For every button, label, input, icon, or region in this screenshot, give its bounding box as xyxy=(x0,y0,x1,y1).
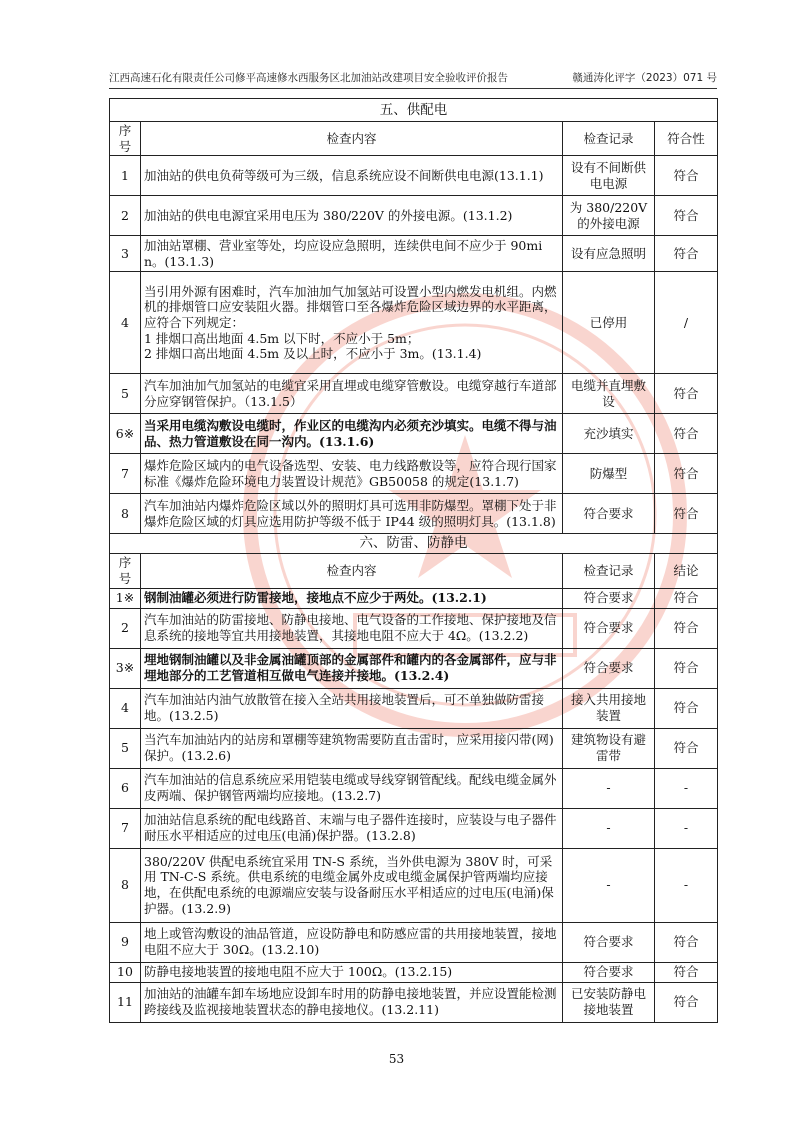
table-row xyxy=(110,374,718,414)
row-number: 7 xyxy=(110,808,141,848)
compliance-result: 符合 xyxy=(655,648,718,688)
row-number: 8 xyxy=(110,848,141,922)
compliance-result: 符合 xyxy=(655,588,718,608)
check-record: 已停用 xyxy=(563,272,655,374)
row-number: 1※ xyxy=(110,588,141,608)
row-number: 6 xyxy=(110,768,141,808)
check-record: 设有不间断供电电源 xyxy=(563,156,655,196)
check-content: 防静电接地装置的接地电阻不应大于 100Ω。(13.2.15) xyxy=(141,962,563,982)
check-record: 符合要求 xyxy=(563,922,655,962)
check-record: 已安装防静电接地装置 xyxy=(563,982,655,1022)
column-header: 检查记录 xyxy=(563,122,655,156)
check-content: 汽车加油站内油气放散管在接入全站共用接地装置后，可不单独做防雷接地。(13.2.5) xyxy=(141,688,563,728)
check-content: 埋地钢制油罐以及非金属油罐顶部的金属部件和罐内的各金属部件，应与非埋地部分的工艺管道相互做电气连接并接地。(13.2.4) xyxy=(141,648,563,688)
row-number: 1 xyxy=(110,156,141,196)
compliance-result: 符合 xyxy=(655,236,718,272)
check-record: 符合要求 xyxy=(563,962,655,982)
compliance-result: 符合 xyxy=(655,156,718,196)
check-content: 当采用电缆沟敷设电缆时，作业区的电缆沟内必须充沙填实。电缆不得与油品、热力管道敷设在同一沟内。(13.1.6) xyxy=(141,414,563,454)
row-number: 10 xyxy=(110,962,141,982)
running-header xyxy=(109,70,717,86)
row-number: 5 xyxy=(110,374,141,414)
check-content: 加油站的供电电源宜采用电压为 380/220V 的外接电源。(13.1.2) xyxy=(141,196,563,236)
check-record: 设有应急照明 xyxy=(563,236,655,272)
compliance-result: 符合 xyxy=(655,728,718,768)
column-header: 序号 xyxy=(110,554,141,588)
table-row xyxy=(110,494,718,534)
row-number: 11 xyxy=(110,982,141,1022)
check-content: 加油站的供电负荷等级可为三级，信息系统应设不间断供电电源(13.1.1) xyxy=(141,156,563,196)
check-record: 充沙填实 xyxy=(563,414,655,454)
compliance-result: 符合 xyxy=(655,962,718,982)
row-number: 2 xyxy=(110,608,141,648)
column-header: 结论 xyxy=(655,554,718,588)
column-header-row xyxy=(110,554,718,588)
check-content: 当引用外源有困难时，汽车加油加气加氢站可设置小型内燃发电机组。内燃机的排烟管口应安装阻火器。排烟管口至各爆炸危险区域边界的水平距离，应符合下列规定： 1 排烟口高出地面 4.5m 以下时，不应小于 5m； 2 排烟口高出地面 4.5m 及以上时，不应小于 3m。(13.1.4) xyxy=(141,272,563,374)
column-header: 序号 xyxy=(110,122,141,156)
check-content: 汽车加油加气加氢站的电缆宜采用直埋或电缆穿管敷设。电缆穿越行车道部分应穿钢管保护。（13.1.5） xyxy=(141,374,563,414)
compliance-result: 符合 xyxy=(655,374,718,414)
column-header: 检查内容 xyxy=(141,554,563,588)
section-title-row xyxy=(110,534,718,554)
check-record: - xyxy=(563,848,655,922)
check-content: 汽车加油站的信息系统应采用铠装电缆或导线穿钢管配线。配线电缆金属外皮两端、保护钢管两端均应接地。(13.2.7) xyxy=(141,768,563,808)
compliance-result: / xyxy=(655,272,718,374)
compliance-result: 符合 xyxy=(655,494,718,534)
check-record: 符合要求 xyxy=(563,608,655,648)
compliance-result: 符合 xyxy=(655,608,718,648)
check-content: 爆炸危险区域内的电气设备选型、安装、电力线路敷设等，应符合现行国家标准《爆炸危险环境电力装置设计规范》GB50058 的规定(13.1.7) xyxy=(141,454,563,494)
compliance-result: - xyxy=(655,808,718,848)
header-rule xyxy=(109,88,717,89)
compliance-result: - xyxy=(655,768,718,808)
table-row xyxy=(110,848,718,922)
row-number: 8 xyxy=(110,494,141,534)
check-record: 防爆型 xyxy=(563,454,655,494)
compliance-result: - xyxy=(655,848,718,922)
table-row xyxy=(110,236,718,272)
table-row xyxy=(110,768,718,808)
table-row xyxy=(110,808,718,848)
check-content: 钢制油罐必须进行防雷接地，接地点不应少于两处。(13.2.1) xyxy=(141,588,563,608)
check-record: 符合要求 xyxy=(563,648,655,688)
table-row xyxy=(110,922,718,962)
table-row xyxy=(110,588,718,608)
row-number: 4 xyxy=(110,272,141,374)
inspection-table xyxy=(109,98,718,1023)
row-number: 7 xyxy=(110,454,141,494)
check-content: 地上或管沟敷设的油品管道，应设防静电和防感应雷的共用接地装置，接地电阻不应大于 30Ω。(13.2.10) xyxy=(141,922,563,962)
row-number: 4 xyxy=(110,688,141,728)
row-number: 3 xyxy=(110,236,141,272)
compliance-result: 符合 xyxy=(655,982,718,1022)
check-record: 电缆并直埋敷设 xyxy=(563,374,655,414)
report-number: 赣通涛化评字（2023）071 号 xyxy=(572,72,717,84)
compliance-result: 符合 xyxy=(655,688,718,728)
check-content: 汽车加油站的防雷接地、防静电接地、电气设备的工作接地、保护接地及信息系统的接地等宜共用接地装置，其接地电阻不应大于 4Ω。(13.2.2) xyxy=(141,608,563,648)
check-record: 符合要求 xyxy=(563,588,655,608)
section-title: 五、供配电 xyxy=(110,99,718,122)
check-content: 加油站信息系统的配电线路首、末端与电子器件连接时，应装设与电子器件耐压水平相适应的过电压(电涌)保护器。(13.2.8) xyxy=(141,808,563,848)
table-row xyxy=(110,728,718,768)
section-title-row xyxy=(110,99,718,122)
table-row xyxy=(110,648,718,688)
row-number: 2 xyxy=(110,196,141,236)
check-content: 380/220V 供配电系统宜采用 TN-S 系统，当外供电源为 380V 时，可采用 TN-C-S 系统。供电系统的电缆金属外皮或电缆金属保护管两端均应接地，在供配电系统的电源端应安装与设备耐压水平相适应的过电压(电涌)保护器。(13.2.9) xyxy=(141,848,563,922)
page-number: 53 xyxy=(388,1052,405,1066)
table-row xyxy=(110,688,718,728)
check-content: 当汽车加油站内的站房和罩棚等建筑物需要防直击雷时，应采用接闪带(网)保护。(13.2.6) xyxy=(141,728,563,768)
section-title: 六、防雷、防静电 xyxy=(110,534,718,554)
table-row xyxy=(110,414,718,454)
table-row xyxy=(110,608,718,648)
compliance-result: 符合 xyxy=(655,414,718,454)
table-row xyxy=(110,156,718,196)
table-row xyxy=(110,982,718,1022)
report-title: 江西高速石化有限责任公司修平高速修水西服务区北加油站改建项目安全验收评价报告 xyxy=(109,72,508,84)
row-number: 5 xyxy=(110,728,141,768)
table-row xyxy=(110,454,718,494)
column-header-row xyxy=(110,122,718,156)
compliance-result: 符合 xyxy=(655,454,718,494)
check-content: 加油站的油罐车卸车场地应设卸车时用的防静电接地装置，并应设置能检测跨接线及监视接地装置状态的静电接地仪。(13.2.11) xyxy=(141,982,563,1022)
check-record: 建筑物设有避雷带 xyxy=(563,728,655,768)
compliance-result: 符合 xyxy=(655,196,718,236)
column-header: 检查内容 xyxy=(141,122,563,156)
check-content: 加油站罩棚、营业室等处，均应设应急照明，连续供电间不应少于 90min。(13.1.3) xyxy=(141,236,563,272)
compliance-result: 符合 xyxy=(655,922,718,962)
table-row xyxy=(110,272,718,374)
column-header: 检查记录 xyxy=(563,554,655,588)
row-number: 3※ xyxy=(110,648,141,688)
check-record: - xyxy=(563,768,655,808)
row-number: 9 xyxy=(110,922,141,962)
check-record: 接入共用接地装置 xyxy=(563,688,655,728)
table-row xyxy=(110,196,718,236)
row-number: 6※ xyxy=(110,414,141,454)
check-record: - xyxy=(563,808,655,848)
check-content: 汽车加油站内爆炸危险区域以外的照明灯具可选用非防爆型。罩棚下处于非爆炸危险区域的灯具应选用防护等级不低于 IP44 级的照明灯具。(13.1.8) xyxy=(141,494,563,534)
check-record: 符合要求 xyxy=(563,494,655,534)
column-header: 符合性 xyxy=(655,122,718,156)
table-row xyxy=(110,962,718,982)
check-record: 为 380/220V 的外接电源 xyxy=(563,196,655,236)
